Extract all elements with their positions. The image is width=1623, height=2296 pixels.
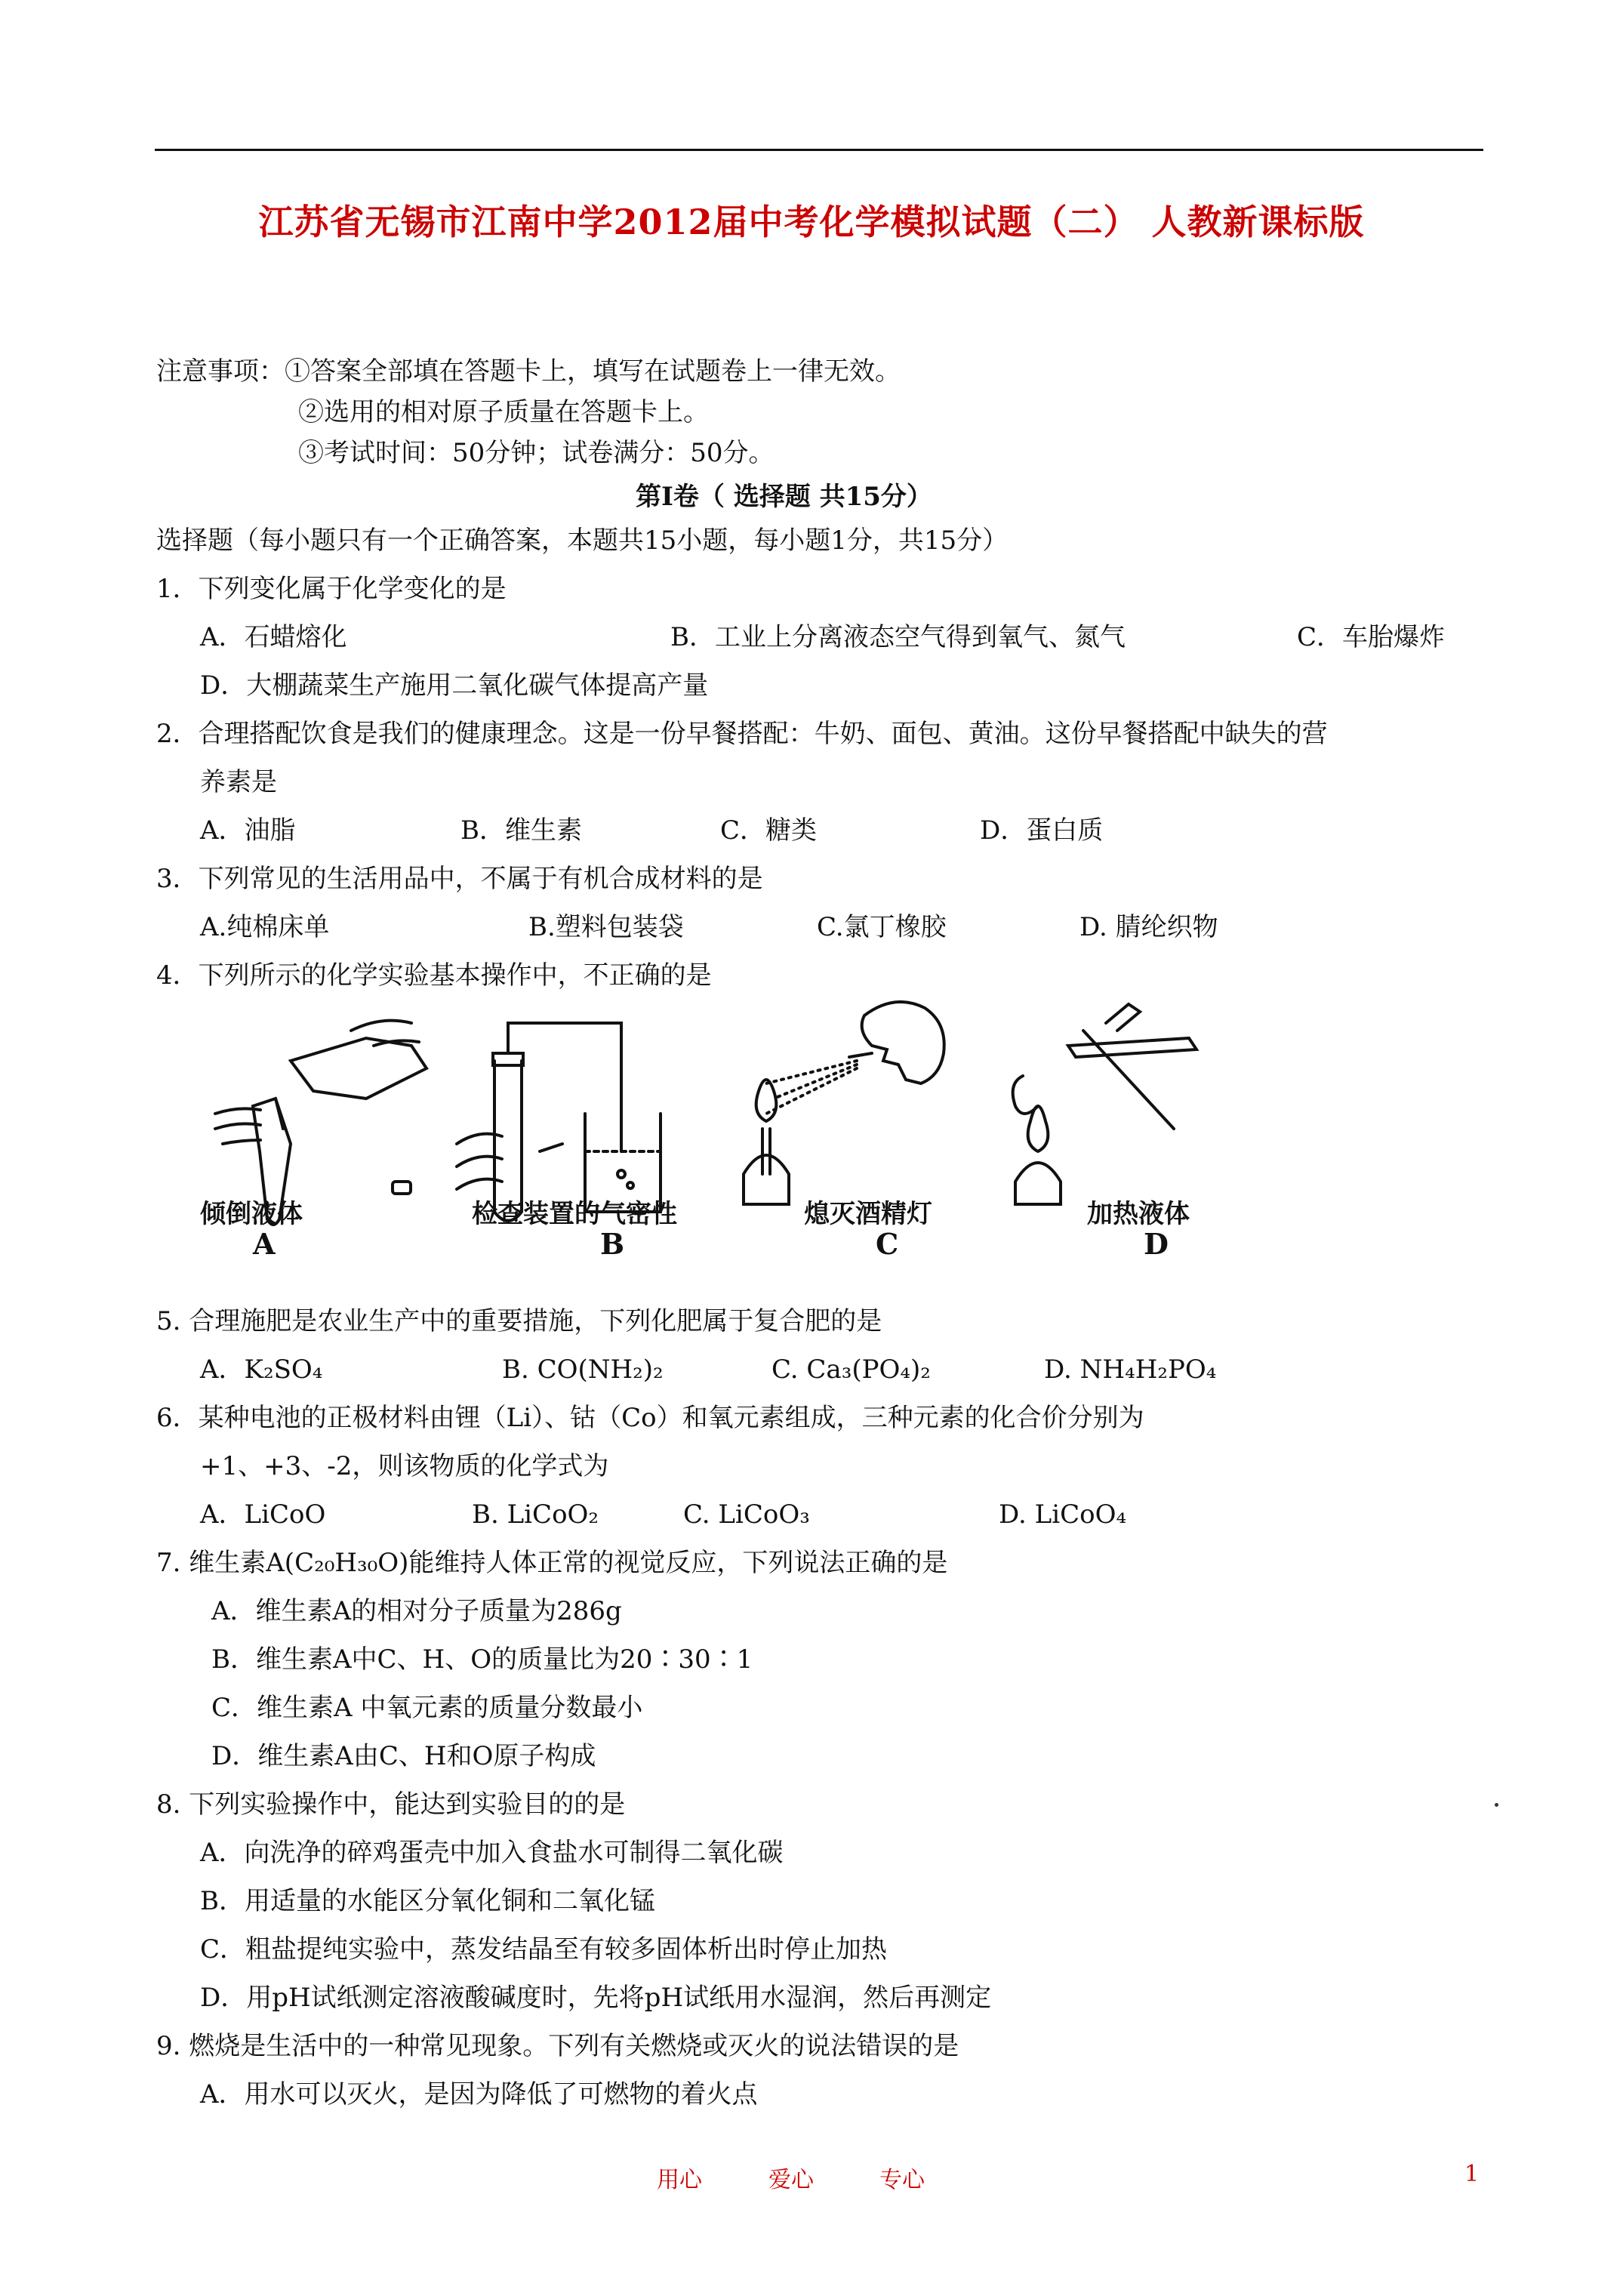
q9-option-a: A．用水可以灭火，是因为降低了可燃物的着火点 [200, 2079, 758, 2110]
q2-stem-line2: 养素是 [200, 767, 277, 797]
notice-2: ②选用的相对原子质量在答题卡上。 [298, 397, 709, 427]
blow-out-lamp-drawing [744, 1002, 944, 1204]
q6-stem-line2: +1、+3、-2，则该物质的化学式为 [200, 1451, 609, 1481]
q7-option-a: A．维生素A的相对分子质量为286g [211, 1596, 622, 1626]
heat-liquid-drawing [1013, 1004, 1196, 1204]
q7-option-d: D．维生素A由C、H和O原子构成 [211, 1741, 596, 1771]
footer-word-3: 专心 [879, 2167, 925, 2193]
q3-option-d: D. 腈纶织物 [1079, 912, 1218, 942]
q1-stem: 1．下列变化属于化学变化的是 [156, 574, 507, 604]
q1-option-a: A．石蜡熔化 [200, 622, 347, 652]
q5-option-a: A．K₂SO₄ [200, 1354, 323, 1385]
fig-label-d: 加热液体 [1087, 1199, 1190, 1229]
q5-option-c: C. Ca₃(PO₄)₂ [771, 1354, 931, 1385]
q8-option-c: C．粗盐提纯实验中，蒸发结晶至有较多固体析出时停止加热 [200, 1934, 888, 1965]
q8-option-d: D．用pH试纸测定溶液酸碱度时，先将pH试纸用水湿润，然后再测定 [200, 1983, 992, 2013]
q3-option-c: C.氯丁橡胶 [817, 912, 947, 942]
stray-mark [1495, 1803, 1498, 1807]
q2-option-a: A．油脂 [200, 815, 296, 846]
q1-option-d: D．大棚蔬菜生产施用二氧化碳气体提高产量 [200, 670, 709, 701]
q8-option-a: A．向洗净的碎鸡蛋壳中加入食盐水可制得二氧化碳 [200, 1838, 784, 1868]
q1-option-b: B．工业上分离液态空气得到氧气、氮气 [670, 622, 1126, 652]
fig-letter-a: A [253, 1227, 276, 1261]
q2-option-b: B．维生素 [460, 815, 582, 846]
q7-stem: 7. 维生素A(C₂₀H₃₀O)能维持人体正常的视觉反应，下列说法正确的是 [156, 1548, 948, 1578]
section-instruction: 选择题（每小题只有一个正确答案，本题共15小题，每小题1分，共15分） [156, 525, 1009, 556]
q5-option-b: B. CO(NH₂)₂ [502, 1354, 664, 1385]
q5-stem: 5. 合理施肥是农业生产中的重要措施，下列化肥属于复合肥的是 [156, 1306, 882, 1336]
q6-option-c: C. LiCoO₃ [683, 1499, 810, 1530]
airtightness-drawing [457, 1023, 661, 1221]
q6-stem-line1: 6．某种电池的正极材料由锂（Li）、钴（Co）和氧元素组成，三种元素的化合价分别为 [156, 1403, 1144, 1433]
notice-1: 注意事项：①答案全部填在答题卡上，填写在试题卷上一律无效。 [156, 356, 901, 387]
fig-letter-b: B [600, 1227, 625, 1261]
q3-stem: 3．下列常见的生活用品中，不属于有机合成材料的是 [156, 864, 763, 894]
page-title: 江苏省无锡市江南中学2012届中考化学模拟试题（二） 人教新课标版 [258, 202, 1365, 242]
q3-option-b: B.塑料包装袋 [528, 912, 684, 942]
fig-letter-d: D [1144, 1227, 1169, 1261]
q2-option-c: C．糖类 [720, 815, 818, 846]
fig-label-c: 熄灭酒精灯 [804, 1199, 932, 1229]
q9-stem: 9. 燃烧是生活中的一种常见现象。下列有关燃烧或灭火的说法错误的是 [156, 2031, 959, 2061]
q2-option-d: D．蛋白质 [980, 815, 1104, 846]
q6-option-d: D. LiCoO₄ [999, 1499, 1127, 1530]
q7-option-b: B．维生素A中C、H、O的质量比为20∶30∶1 [211, 1644, 753, 1675]
q1-option-c: C．车胎爆炸 [1297, 622, 1446, 652]
fig-label-b: 检查装置的气密性 [472, 1199, 677, 1229]
q6-option-b: B. LiCoO₂ [472, 1499, 599, 1530]
fig-label-a: 倾倒液体 [200, 1199, 303, 1229]
q2-stem-line1: 2．合理搭配饮食是我们的健康理念。这是一份早餐搭配：牛奶、面包、黄油。这份早餐搭配中缺失的营 [156, 719, 1328, 749]
lab-operations-figure [200, 1000, 1272, 1302]
q7-option-c: C．维生素A 中氧元素的质量分数最小 [211, 1693, 643, 1723]
q3-option-a: A.纯棉床单 [200, 912, 330, 942]
q5-option-d: D. NH₄H₂PO₄ [1044, 1354, 1217, 1385]
q8-stem: 8. 下列实验操作中，能达到实验目的的是 [156, 1789, 626, 1820]
notice-3: ③考试时间：50分钟；试卷满分：50分。 [298, 438, 775, 468]
fig-letter-c: C [876, 1227, 899, 1261]
q4-stem: 4．下列所示的化学实验基本操作中，不正确的是 [156, 960, 712, 991]
q8-option-b: B．用适量的水能区分氧化铜和二氧化锰 [200, 1886, 655, 1916]
q6-option-a: A．LiCoO [200, 1499, 326, 1530]
page-number: 1 [1464, 2161, 1480, 2187]
footer-word-2: 爱心 [768, 2167, 814, 2193]
footer-word-1: 用心 [657, 2167, 702, 2193]
header-rule [155, 149, 1483, 151]
section-heading: 第Ⅰ卷（ 选择题 共15分） [636, 482, 932, 512]
